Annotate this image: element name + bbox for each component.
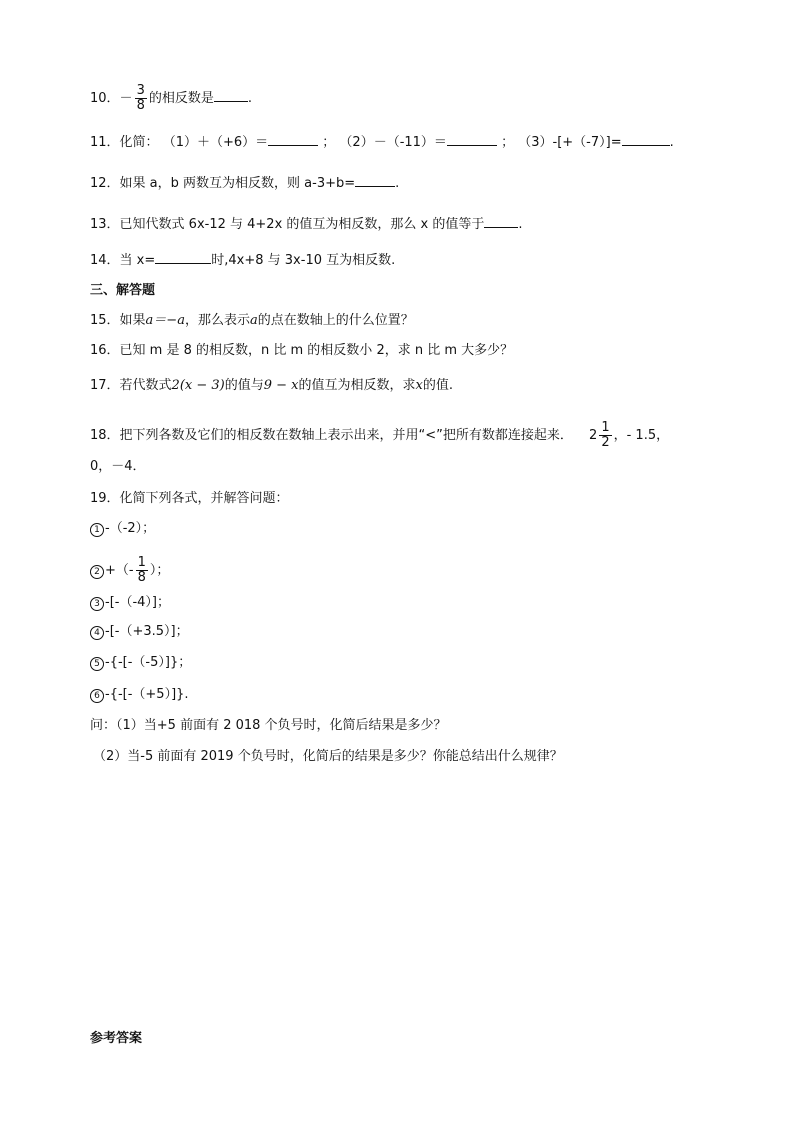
question-17: 17．若代数式2(x − 3)的值与9 − x的值互为相反数，求x的值. [90, 378, 454, 393]
section-title: 三、解答题 [90, 283, 156, 298]
answer-blank[interactable] [484, 214, 518, 228]
circled-number: 3 [90, 597, 104, 611]
question-11: 11．化简： （1）＋（+6）＝ ； （2）－（-11）＝ ； （3）-[+（-7）]= . [90, 132, 674, 152]
circled-number: 1 [90, 523, 104, 537]
answer-blank[interactable] [447, 132, 497, 146]
list-item: 3 -[-（-4）]； [90, 594, 170, 612]
circled-number: 6 [90, 689, 104, 703]
list-item: 6 -{-[-（+5）]}. [90, 686, 189, 704]
question-14: 14．当 x= 时,4x+8 与 3x-10 互为相反数. [90, 250, 395, 270]
question-12: 12．如果 a，b 两数互为相反数，则 a-3+b= . [90, 173, 399, 193]
circled-number: 4 [90, 626, 104, 640]
circled-number: 2 [90, 565, 104, 579]
question-19: 19．化简下列各式，并解答问题： [90, 491, 289, 506]
fraction: $\frac{3}{8}$ [136, 83, 145, 113]
question-15: 15．如果a＝−a，那么表示a的点在数轴上的什么位置？ [90, 313, 414, 328]
question-18-line2: 0，－4． [90, 459, 146, 474]
mixed-number: 2 $\frac{1}{2}$ [589, 420, 610, 450]
question-18: 18．把下列各数及它们的相反数在数轴上表示出来，并用“<”把所有数都连接起来． 2 $\frac{1}{2}$ ，- 1.5， [90, 420, 670, 450]
question-19-ask-1: 问：（1）当+5 前面有 2 018 个负号时，化简后结果是多少？ [90, 718, 447, 733]
question-13: 13．已知代数式 6x-12 与 4+2x 的值互为相反数，那么 x 的值等于 . [90, 214, 523, 234]
fraction: $\frac{1}{8}$ [137, 555, 146, 585]
question-16: 16．已知 m 是 8 的相反数，n 比 m 的相反数小 2，求 n 比 m 大多少？ [90, 343, 514, 358]
list-item: 1 -（-2）； [90, 520, 155, 538]
answer-blank[interactable] [268, 132, 318, 146]
answer-blank[interactable] [622, 132, 670, 146]
answer-blank[interactable] [355, 173, 395, 187]
list-item: 4 -[-（+3.5）]； [90, 623, 189, 641]
answers-title: 参考答案 [90, 1031, 143, 1046]
question-10: 10．－ $\frac{3}{8}$ 的相反数是 . [90, 83, 252, 113]
list-item: 2 +（- $\frac{1}{8}$ ）； [90, 556, 169, 585]
list-item: 5 -{-[-（-5）]}； [90, 654, 191, 672]
answer-blank[interactable] [214, 88, 248, 102]
question-19-ask-2: （2）当-5 前面有 2019 个负号时，化简后的结果是多少？你能总结出什么规律？ [93, 749, 563, 764]
answer-blank[interactable] [155, 250, 211, 264]
circled-number: 5 [90, 657, 104, 671]
